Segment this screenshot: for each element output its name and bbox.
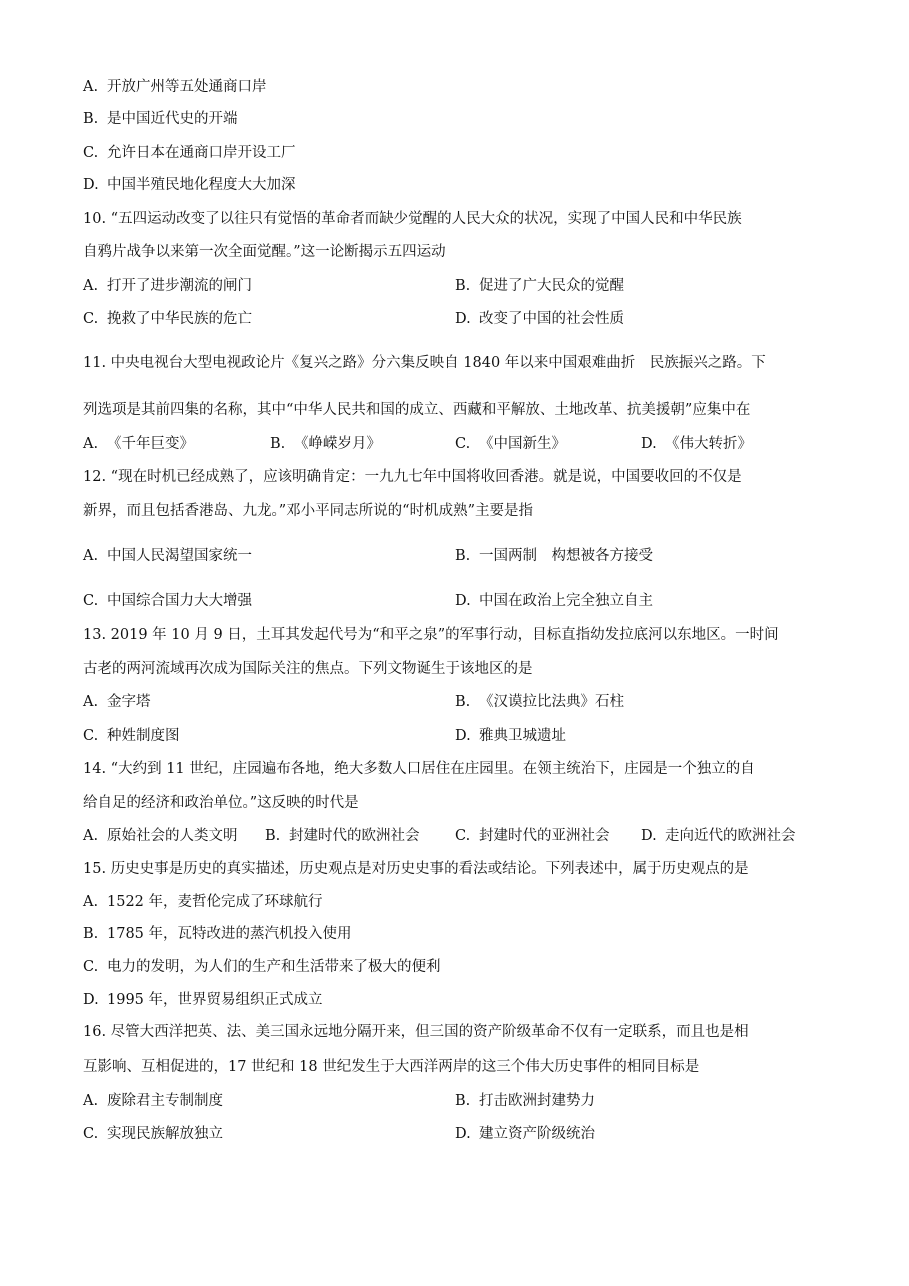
q9-option-c-text: 允许日本在通商口岸开设工厂	[107, 145, 296, 161]
q16-stem-line1: 16. 尽管大西洋把英、法、美三国永远地分隔开来，但三国的资产阶级革命不仅有一定联系，而且也是相	[83, 1024, 749, 1040]
q10-stem-line1: 10. “五四运动改变了以往只有觉悟的革命者而缺少觉醒的人民大众的状况，实现了中国人民和中华民族	[83, 211, 742, 227]
q12-option-b: B. 一国两制 构想被各方接受	[455, 548, 653, 564]
q13-option-a: A. 金字塔	[83, 694, 151, 710]
q13-stem-line1: 13. 2019 年 10 月 9 日，土耳其发起代号为“和平之泉”的军事行动，目标直指幼发拉底河以东地区。一时间	[83, 627, 779, 643]
q14-stem-line1: 14. “大约到 11 世纪，庄园遍布各地，绝大多数人口居住在庄园里。在领主统治下，庄园是一个独立的自	[83, 761, 755, 777]
q12-stem-line2: 新界，而且包括香港岛、九龙。”邓小平同志所说的“时机成熟”主要是指	[83, 503, 533, 519]
q10-option-d: D. 改变了中国的社会性质	[455, 311, 624, 327]
q9-option-d: D. 中国半殖民地化程度大大加深	[83, 177, 296, 193]
q15-option-c: C. 电力的发明，为人们的生产和生活带来了极大的便利	[83, 959, 441, 975]
q10-option-c: C. 挽救了中华民族的危亡	[83, 311, 252, 327]
q16-option-c: C. 实现民族解放独立	[83, 1126, 223, 1142]
q11-stem-line1: 11. 中央电视台大型电视政论片《复兴之路》分六集反映自 1840 年以来中国艰难曲折 民族振兴之路。下	[83, 355, 766, 371]
q12-option-d: D. 中国在政治上完全独立自主	[455, 593, 653, 609]
q15-stem-line1: 15. 历史史事是历史的真实描述，历史观点是对历史史事的看法或结论。下列表述中，属于历史观点的是	[83, 861, 749, 877]
q15-option-a: A. 1522 年，麦哲伦完成了环球航行	[83, 894, 323, 910]
q12-option-c: C. 中国综合国力大大增强	[83, 593, 252, 609]
q9-option-b: B. 是中国近代史的开端	[83, 111, 238, 127]
q10-option-a: A. 打开了进步潮流的闸门	[83, 278, 252, 294]
q9-option-a-text: 开放广州等五处通商口岸	[107, 79, 267, 95]
q16-stem-line2: 互影响、互相促进的，17 世纪和 18 世纪发生于大西洋两岸的这三个伟大历史事件的相同目标是	[83, 1059, 700, 1075]
q13-option-d: D. 雅典卫城遗址	[455, 728, 566, 744]
q9-option-b-text: 是中国近代史的开端	[107, 111, 238, 127]
q14-option-d: D. 走向近代的欧洲社会	[641, 828, 796, 844]
q9-option-d-text: 中国半殖民地化程度大大加深	[107, 177, 296, 193]
q12-stem-line1: 12. “现在时机已经成熟了，应该明确肯定：一九九七年中国将收回香港。就是说，中国要收回的不仅是	[83, 469, 742, 485]
q16-option-a: A. 废除君主专制制度	[83, 1093, 223, 1109]
q9-option-c: C. 允许日本在通商口岸开设工厂	[83, 145, 296, 161]
q11-option-c: C. 《中国新生》	[455, 436, 566, 452]
q14-stem-line2: 给自足的经济和政治单位。”这反映的时代是	[83, 795, 359, 811]
q13-stem-line2: 古老的两河流域再次成为国际关注的焦点。下列文物诞生于该地区的是	[83, 661, 533, 677]
q11-option-a: A. 《千年巨变》	[83, 436, 194, 452]
q16-option-b: B. 打击欧洲封建势力	[455, 1093, 595, 1109]
q13-option-c: C. 种姓制度图	[83, 728, 180, 744]
q15-option-d: D. 1995 年，世界贸易组织正式成立	[83, 992, 323, 1008]
q14-option-a: A. 原始社会的人类文明	[83, 828, 238, 844]
q12-option-a: A. 中国人民渴望国家统一	[83, 548, 252, 564]
q9-option-a: A. 开放广州等五处通商口岸	[83, 79, 267, 95]
q10-stem-line2: 自鸦片战争以来第一次全面觉醒。”这一论断揭示五四运动	[83, 244, 446, 260]
q11-option-b: B. 《峥嵘岁月》	[270, 436, 381, 452]
q10-option-b: B. 促进了广大民众的觉醒	[455, 278, 624, 294]
q14-option-b: B. 封建时代的欧洲社会	[265, 828, 420, 844]
q13-option-b: B. 《汉谟拉比法典》石柱	[455, 694, 624, 710]
q15-option-b: B. 1785 年，瓦特改进的蒸汽机投入使用	[83, 926, 352, 942]
q16-option-d: D. 建立资产阶级统治	[455, 1126, 595, 1142]
q11-option-d: D. 《伟大转折》	[641, 436, 752, 452]
q14-option-c: C. 封建时代的亚洲社会	[455, 828, 610, 844]
q11-stem-line2: 列选项是其前四集的名称，其中“中华人民共和国的成立、西藏和平解放、土地改革、抗美援朝”应集中在	[83, 402, 751, 418]
